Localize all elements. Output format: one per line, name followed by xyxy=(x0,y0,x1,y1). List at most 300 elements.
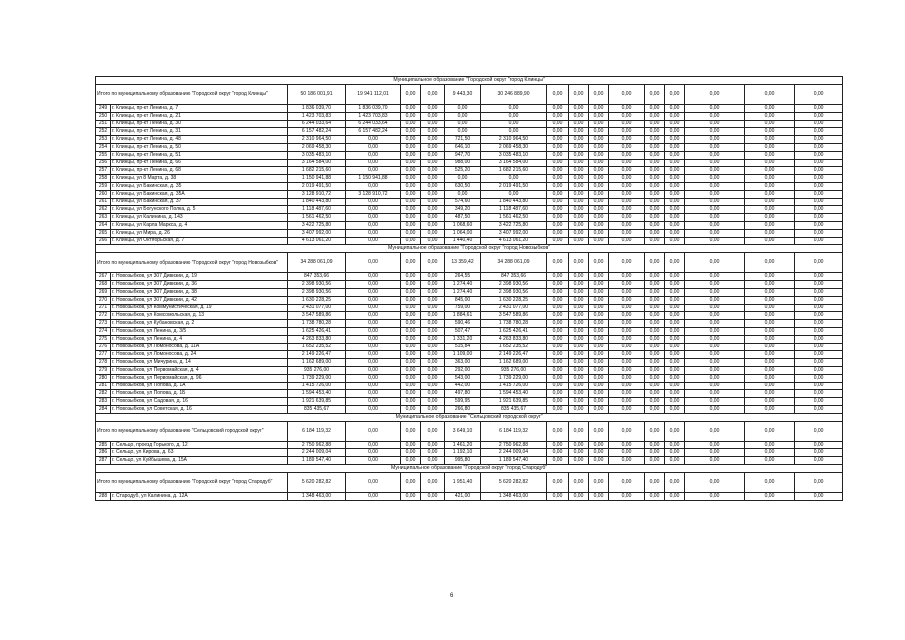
value-cell: 0,00 xyxy=(589,120,609,128)
total-cell: 0,00 xyxy=(346,253,401,273)
total-cell: 19 941 112,01 xyxy=(346,85,401,105)
value-cell: 0,00 xyxy=(346,182,401,190)
value-cell: 0,00 xyxy=(401,128,421,136)
address-cell: г. Клинцы, ул Карла Маркса, д. 4 xyxy=(111,221,288,229)
value-cell: 630,50 xyxy=(445,182,481,190)
value-cell: 0,00 xyxy=(569,327,589,335)
value-cell: 0,00 xyxy=(421,273,445,281)
address-cell: г. Клинцы, ул Октябрьская, д. 7 xyxy=(111,237,288,245)
value-cell: 0,00 xyxy=(421,382,445,390)
value-cell: 0,00 xyxy=(685,105,745,113)
value-cell: 1 331,20 xyxy=(445,335,481,343)
row-number: 278 xyxy=(96,359,111,367)
row-number: 264 xyxy=(96,221,111,229)
value-cell: 0,00 xyxy=(547,221,569,229)
total-cell: 0,00 xyxy=(609,85,645,105)
value-cell: 0,00 xyxy=(589,273,609,281)
value-cell: 0,00 xyxy=(609,312,645,320)
address-cell: г. Клинцы, пр-кт Ленина, д. 66 xyxy=(111,159,288,167)
total-cell: 0,00 xyxy=(645,421,665,441)
value-cell: 0,00 xyxy=(645,151,665,159)
value-cell: 0,00 xyxy=(401,441,421,449)
value-cell: 0,00 xyxy=(609,327,645,335)
value-cell: 442,00 xyxy=(445,382,481,390)
value-cell: 1 836 039,70 xyxy=(288,105,346,113)
value-cell: 0,00 xyxy=(481,105,547,113)
value-cell: 0,00 xyxy=(346,343,401,351)
value-cell: 0,00 xyxy=(346,366,401,374)
value-cell: 0,00 xyxy=(547,198,569,206)
capital-repair-register-table xyxy=(95,76,843,501)
value-cell: 0,00 xyxy=(685,273,745,281)
total-cell: 0,00 xyxy=(645,253,665,273)
value-cell: 0,00 xyxy=(569,214,589,222)
value-cell: 0,00 xyxy=(401,237,421,245)
value-cell: 0,00 xyxy=(547,120,569,128)
value-cell: 0,00 xyxy=(401,296,421,304)
value-cell: 0,00 xyxy=(609,296,645,304)
value-cell: 0,00 xyxy=(665,112,685,120)
section-total-row xyxy=(96,253,843,273)
value-cell: 0,00 xyxy=(665,398,685,406)
section-total-label: Итого по муниципальному образованию "Городской округ "город Новозыбков" xyxy=(96,253,288,273)
value-cell: 0,00 xyxy=(569,288,589,296)
value-cell: 0,00 xyxy=(421,136,445,144)
value-cell: 0,00 xyxy=(795,441,843,449)
total-cell: 6 184 119,32 xyxy=(288,421,346,441)
value-cell: 1 594 453,40 xyxy=(481,390,547,398)
value-cell: 0,00 xyxy=(346,493,401,501)
value-cell: 0,00 xyxy=(569,229,589,237)
value-cell: 0,00 xyxy=(569,143,589,151)
value-cell: 0,00 xyxy=(645,175,665,183)
value-cell: 0,00 xyxy=(421,221,445,229)
value-cell: 0,00 xyxy=(645,359,665,367)
address-cell: г. Новозыбков, ул Попова, д. 1Б xyxy=(111,390,288,398)
value-cell: 0,00 xyxy=(609,128,645,136)
total-cell: 30 246 889,90 xyxy=(481,85,547,105)
value-cell: 0,00 xyxy=(421,182,445,190)
value-cell: 0,00 xyxy=(547,359,569,367)
value-cell: 2 069 458,30 xyxy=(481,143,547,151)
total-cell: 0,00 xyxy=(421,85,445,105)
value-cell: 0,00 xyxy=(645,214,665,222)
value-cell: 0,00 xyxy=(547,128,569,136)
value-cell: 0,00 xyxy=(665,105,685,113)
value-cell: 0,00 xyxy=(589,327,609,335)
value-cell: 0,00 xyxy=(589,382,609,390)
value-cell: 1 118 487,60 xyxy=(288,206,346,214)
total-cell: 0,00 xyxy=(745,473,795,493)
total-cell: 0,00 xyxy=(609,253,645,273)
value-cell: 0,00 xyxy=(609,221,645,229)
value-cell: 0,00 xyxy=(685,390,745,398)
value-cell: 0,00 xyxy=(569,136,589,144)
value-cell: 847 353,66 xyxy=(288,273,346,281)
value-cell: 0,00 xyxy=(795,214,843,222)
value-cell: 3 422 725,80 xyxy=(481,221,547,229)
row-number: 268 xyxy=(96,281,111,289)
value-cell: 0,00 xyxy=(481,175,547,183)
value-cell: 1 561 462,50 xyxy=(288,214,346,222)
value-cell: 0,00 xyxy=(685,320,745,328)
value-cell: 2 398 930,56 xyxy=(288,281,346,289)
value-cell: 0,00 xyxy=(589,449,609,457)
total-cell: 0,00 xyxy=(609,473,645,493)
row-number: 283 xyxy=(96,398,111,406)
value-cell: 266,80 xyxy=(445,405,481,413)
value-cell: 0,00 xyxy=(609,159,645,167)
value-cell: 0,00 xyxy=(569,175,589,183)
value-cell: 0,00 xyxy=(665,382,685,390)
address-cell: г. Клинцы, пр-кт Ленина, д. 30 xyxy=(111,120,288,128)
value-cell: 0,00 xyxy=(346,382,401,390)
value-cell: 292,00 xyxy=(445,366,481,374)
value-cell: 0,00 xyxy=(665,288,685,296)
value-cell: 0,00 xyxy=(685,441,745,449)
value-cell: 0,00 xyxy=(685,296,745,304)
value-cell: 0,00 xyxy=(645,351,665,359)
value-cell: 0,00 xyxy=(569,237,589,245)
value-cell: 0,00 xyxy=(547,335,569,343)
value-cell: 349,20 xyxy=(445,206,481,214)
total-cell: 0,00 xyxy=(401,473,421,493)
value-cell: 0,00 xyxy=(547,143,569,151)
value-cell: 0,00 xyxy=(645,366,665,374)
value-cell: 0,00 xyxy=(421,449,445,457)
value-cell: 0,00 xyxy=(346,206,401,214)
value-cell: 0,00 xyxy=(665,120,685,128)
value-cell: 0,00 xyxy=(569,359,589,367)
table-row xyxy=(96,136,843,144)
value-cell: 0,00 xyxy=(745,221,795,229)
value-cell: 0,00 xyxy=(685,405,745,413)
value-cell: 3 547 589,86 xyxy=(481,312,547,320)
value-cell: 0,00 xyxy=(346,237,401,245)
total-cell: 34 288 061,09 xyxy=(288,253,346,273)
value-cell: 0,00 xyxy=(745,398,795,406)
value-cell: 0,00 xyxy=(795,374,843,382)
value-cell: 0,00 xyxy=(547,214,569,222)
value-cell: 1 738 780,28 xyxy=(288,320,346,328)
value-cell: 1 739 229,00 xyxy=(481,374,547,382)
value-cell: 0,00 xyxy=(547,320,569,328)
section-header-row xyxy=(96,465,843,473)
value-cell: 0,00 xyxy=(609,198,645,206)
value-cell: 0,00 xyxy=(745,441,795,449)
value-cell: 0,00 xyxy=(589,151,609,159)
table-row xyxy=(96,214,843,222)
value-cell: 0,00 xyxy=(346,288,401,296)
value-cell: 0,00 xyxy=(685,159,745,167)
value-cell: 0,00 xyxy=(685,382,745,390)
value-cell: 0,00 xyxy=(685,175,745,183)
value-cell: 0,00 xyxy=(346,143,401,151)
value-cell: 0,00 xyxy=(795,112,843,120)
row-number: 253 xyxy=(96,136,111,144)
address-cell: г. Новозыбков, ул Коммунистическая, д. 19 xyxy=(111,304,288,312)
total-cell: 0,00 xyxy=(547,473,569,493)
row-number: 269 xyxy=(96,288,111,296)
value-cell: 0,00 xyxy=(421,288,445,296)
value-cell: 0,00 xyxy=(589,366,609,374)
value-cell: 0,00 xyxy=(547,457,569,465)
value-cell: 0,00 xyxy=(401,304,421,312)
value-cell: 0,00 xyxy=(795,449,843,457)
row-number: 251 xyxy=(96,120,111,128)
value-cell: 0,00 xyxy=(589,190,609,198)
table-row xyxy=(96,441,843,449)
value-cell: 0,00 xyxy=(589,405,609,413)
value-cell: 1 415 726,00 xyxy=(481,382,547,390)
value-cell: 1 064,00 xyxy=(445,229,481,237)
total-cell: 0,00 xyxy=(665,421,685,441)
value-cell: 0,00 xyxy=(569,190,589,198)
section-title: Муниципальное образование "Городской округ "город Новозыбков" xyxy=(96,245,843,253)
value-cell: 0,00 xyxy=(481,112,547,120)
value-cell: 0,00 xyxy=(665,281,685,289)
value-cell: 0,00 xyxy=(569,128,589,136)
address-cell: г. Клинцы, ул Бакинская, д. 37 xyxy=(111,198,288,206)
row-number: 254 xyxy=(96,143,111,151)
value-cell: 0,00 xyxy=(665,296,685,304)
value-cell: 995,80 xyxy=(445,457,481,465)
address-cell: г. Клинцы, ул Мира, д. 26 xyxy=(111,229,288,237)
row-number: 257 xyxy=(96,167,111,175)
value-cell: 264,55 xyxy=(445,273,481,281)
value-cell: 0,00 xyxy=(665,449,685,457)
value-cell: 0,00 xyxy=(569,182,589,190)
value-cell: 0,00 xyxy=(745,312,795,320)
value-cell: 0,00 xyxy=(645,296,665,304)
value-cell: 0,00 xyxy=(547,493,569,501)
value-cell: 0,00 xyxy=(645,390,665,398)
value-cell: 0,00 xyxy=(421,175,445,183)
value-cell: 0,00 xyxy=(609,273,645,281)
value-cell: 599,95 xyxy=(445,398,481,406)
value-cell: 0,00 xyxy=(547,304,569,312)
value-cell: 0,00 xyxy=(685,457,745,465)
value-cell: 0,00 xyxy=(481,190,547,198)
value-cell: 0,00 xyxy=(346,398,401,406)
value-cell: 0,00 xyxy=(547,136,569,144)
value-cell: 0,00 xyxy=(547,327,569,335)
table-row xyxy=(96,320,843,328)
table-row xyxy=(96,359,843,367)
value-cell: 3 164 584,00 xyxy=(288,159,346,167)
table-row xyxy=(96,206,843,214)
table-row xyxy=(96,351,843,359)
value-cell: 0,00 xyxy=(609,206,645,214)
value-cell: 1 192,10 xyxy=(445,449,481,457)
value-cell: 0,00 xyxy=(421,120,445,128)
value-cell: 0,00 xyxy=(547,366,569,374)
value-cell: 0,00 xyxy=(795,128,843,136)
value-cell: 0,00 xyxy=(745,159,795,167)
value-cell: 0,00 xyxy=(665,304,685,312)
value-cell: 0,00 xyxy=(745,143,795,151)
row-number: 286 xyxy=(96,449,111,457)
value-cell: 0,00 xyxy=(569,112,589,120)
value-cell: 0,00 xyxy=(569,366,589,374)
value-cell: 2 149 226,47 xyxy=(481,351,547,359)
address-cell: г. Клинцы, пр-кт Ленина, д. 31 xyxy=(111,128,288,136)
row-number: 255 xyxy=(96,151,111,159)
value-cell: 574,60 xyxy=(445,198,481,206)
value-cell: 0,00 xyxy=(547,182,569,190)
value-cell: 0,00 xyxy=(685,190,745,198)
row-number: 249 xyxy=(96,105,111,113)
page-number: 6 xyxy=(450,593,454,599)
value-cell: 0,00 xyxy=(569,273,589,281)
value-cell: 0,00 xyxy=(401,198,421,206)
total-cell: 0,00 xyxy=(645,85,665,105)
value-cell: 0,00 xyxy=(346,374,401,382)
value-cell: 0,00 xyxy=(609,351,645,359)
value-cell: 0,00 xyxy=(685,112,745,120)
value-cell: 0,00 xyxy=(421,304,445,312)
value-cell: 0,00 xyxy=(609,359,645,367)
value-cell: 0,00 xyxy=(645,237,665,245)
value-cell: 0,00 xyxy=(547,112,569,120)
value-cell: 0,00 xyxy=(401,281,421,289)
row-number: 288 xyxy=(96,493,111,501)
value-cell: 0,00 xyxy=(795,327,843,335)
value-cell: 2 019 491,50 xyxy=(481,182,547,190)
table-row xyxy=(96,143,843,151)
value-cell: 0,00 xyxy=(547,159,569,167)
value-cell: 0,00 xyxy=(685,351,745,359)
value-cell: 590,46 xyxy=(445,320,481,328)
value-cell: 0,00 xyxy=(421,167,445,175)
value-cell: 0,00 xyxy=(569,441,589,449)
value-cell: 4 613 061,20 xyxy=(288,237,346,245)
value-cell: 1 423 703,83 xyxy=(346,112,401,120)
value-cell: 0,00 xyxy=(665,405,685,413)
total-cell: 0,00 xyxy=(795,85,843,105)
value-cell: 1 150 941,88 xyxy=(346,175,401,183)
value-cell: 0,00 xyxy=(547,237,569,245)
value-cell: 0,00 xyxy=(569,390,589,398)
value-cell: 3 547 589,86 xyxy=(288,312,346,320)
value-cell: 0,00 xyxy=(547,273,569,281)
value-cell: 0,00 xyxy=(795,351,843,359)
value-cell: 0,00 xyxy=(421,493,445,501)
value-cell: 0,00 xyxy=(547,374,569,382)
value-cell: 0,00 xyxy=(547,229,569,237)
value-cell: 0,00 xyxy=(795,304,843,312)
value-cell: 0,00 xyxy=(421,229,445,237)
address-cell: г. Новозыбков, ул 307 Дивизии, д. 19 xyxy=(111,273,288,281)
value-cell: 1 415 726,00 xyxy=(288,382,346,390)
value-cell: 0,00 xyxy=(609,304,645,312)
table-row xyxy=(96,288,843,296)
value-cell: 1 348 463,00 xyxy=(481,493,547,501)
value-cell: 0,00 xyxy=(401,221,421,229)
total-cell: 1 951,40 xyxy=(445,473,481,493)
value-cell: 935 276,00 xyxy=(288,366,346,374)
value-cell: 363,00 xyxy=(445,359,481,367)
value-cell: 0,00 xyxy=(346,281,401,289)
value-cell: 0,00 xyxy=(609,366,645,374)
value-cell: 0,00 xyxy=(421,143,445,151)
value-cell: 0,00 xyxy=(589,281,609,289)
value-cell: 0,00 xyxy=(609,136,645,144)
value-cell: 2 149 226,47 xyxy=(288,351,346,359)
value-cell: 0,00 xyxy=(685,343,745,351)
row-number: 281 xyxy=(96,382,111,390)
table-row xyxy=(96,343,843,351)
value-cell: 0,00 xyxy=(547,441,569,449)
total-cell: 0,00 xyxy=(421,473,445,493)
value-cell: 2 398 930,56 xyxy=(481,281,547,289)
value-cell: 0,00 xyxy=(421,343,445,351)
value-cell: 0,00 xyxy=(346,351,401,359)
row-number: 260 xyxy=(96,190,111,198)
table-row xyxy=(96,382,843,390)
value-cell: 0,00 xyxy=(745,449,795,457)
section-header-row xyxy=(96,77,843,85)
value-cell: 0,00 xyxy=(589,221,609,229)
value-cell: 0,00 xyxy=(645,159,665,167)
value-cell: 0,00 xyxy=(665,229,685,237)
value-cell: 1 423 703,83 xyxy=(288,112,346,120)
value-cell: 0,00 xyxy=(401,449,421,457)
address-cell: г. Новозыбков, ул Ломоносова, д. 11А xyxy=(111,343,288,351)
value-cell: 0,00 xyxy=(401,105,421,113)
value-cell: 0,00 xyxy=(589,296,609,304)
value-cell: 0,00 xyxy=(445,112,481,120)
value-cell: 0,00 xyxy=(569,457,589,465)
value-cell: 0,00 xyxy=(645,398,665,406)
address-cell: г. Новозыбков, ул Ленина, д. 3/5 xyxy=(111,327,288,335)
value-cell: 0,00 xyxy=(547,281,569,289)
value-cell: 0,00 xyxy=(745,374,795,382)
value-cell: 0,00 xyxy=(569,151,589,159)
value-cell: 0,00 xyxy=(645,405,665,413)
value-cell: 0,00 xyxy=(589,159,609,167)
table-row xyxy=(96,366,843,374)
row-number: 276 xyxy=(96,343,111,351)
total-cell: 0,00 xyxy=(569,85,589,105)
total-cell: 5 620 282,82 xyxy=(481,473,547,493)
value-cell: 1 652 235,52 xyxy=(288,343,346,351)
value-cell: 0,00 xyxy=(645,343,665,351)
value-cell: 0,00 xyxy=(745,167,795,175)
value-cell: 1 162 689,00 xyxy=(481,359,547,367)
value-cell: 3 128 910,72 xyxy=(288,190,346,198)
value-cell: 6 157 482,24 xyxy=(288,128,346,136)
value-cell: 0,00 xyxy=(421,327,445,335)
value-cell: 0,00 xyxy=(685,143,745,151)
row-number: 265 xyxy=(96,229,111,237)
value-cell: 0,00 xyxy=(645,120,665,128)
value-cell: 0,00 xyxy=(421,457,445,465)
total-cell: 0,00 xyxy=(665,473,685,493)
value-cell: 0,00 xyxy=(401,366,421,374)
value-cell: 0,00 xyxy=(795,198,843,206)
value-cell: 0,00 xyxy=(645,112,665,120)
value-cell: 0,00 xyxy=(795,398,843,406)
value-cell: 0,00 xyxy=(645,327,665,335)
value-cell: 0,00 xyxy=(445,105,481,113)
value-cell: 0,00 xyxy=(589,351,609,359)
table-row xyxy=(96,296,843,304)
section-header-row xyxy=(96,413,843,421)
value-cell: 0,00 xyxy=(745,105,795,113)
value-cell: 0,00 xyxy=(589,359,609,367)
value-cell: 0,00 xyxy=(795,366,843,374)
